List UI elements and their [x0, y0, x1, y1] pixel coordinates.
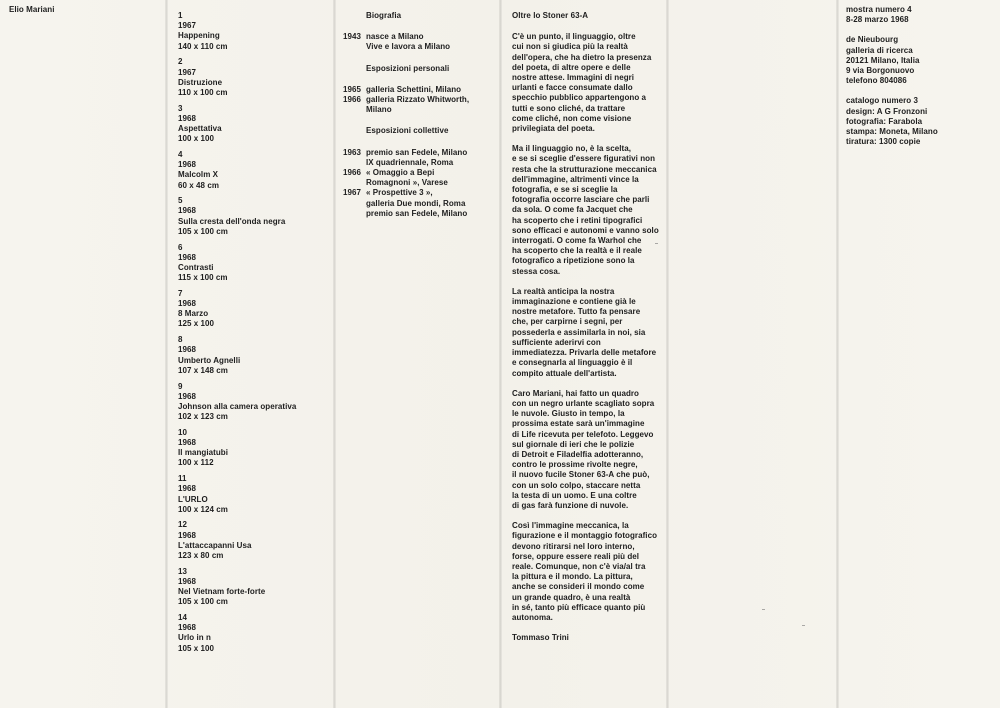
work-dimensions: 105 x 100 cm — [178, 226, 228, 236]
essay-line: C'è un punto, il linguaggio, oltre — [512, 32, 636, 42]
work-number: 8 — [178, 335, 183, 345]
work-dimensions: 100 x 124 cm — [178, 504, 228, 514]
work-year: 1968 — [178, 345, 196, 355]
info-line: galleria di ricerca — [846, 45, 913, 55]
bio-text: Vive e lavora a Milano — [366, 42, 451, 52]
work-title: L'attaccapanni Usa — [178, 540, 252, 550]
works-list — [178, 11, 328, 659]
work-title: Umberto Agnelli — [178, 355, 241, 365]
bio-row — [343, 168, 483, 178]
work-number: 13 — [178, 566, 187, 576]
bio-text: premio san Fedele, Milano — [366, 147, 468, 157]
essay-line: la pittura e il mondo. La pittura, — [512, 572, 633, 582]
fold-line — [836, 0, 839, 708]
work-item — [178, 474, 328, 515]
work-title: Johnson alla camera operativa — [178, 401, 297, 411]
essay-line: figurazione e il montaggio fotografico — [512, 531, 658, 541]
bio-row — [343, 95, 483, 105]
essay-line: autonoma. — [512, 612, 553, 622]
bio-text: IX quadriennale, Roma — [366, 157, 454, 167]
fold-line — [165, 0, 168, 708]
work-dimensions: 123 x 80 cm — [178, 551, 224, 561]
essay-line: urlanti e facce consumate dallo — [512, 83, 633, 93]
essay-line: di Life ricevuta per telefoto. Leggevo — [512, 429, 654, 439]
fold-line — [499, 0, 502, 708]
essay-paragraph — [512, 144, 662, 277]
bio-year: 1967 — [343, 188, 361, 198]
info-line: de Nieubourg — [846, 35, 899, 45]
essay-column — [512, 11, 662, 643]
work-item — [178, 567, 328, 608]
bio-row — [343, 148, 483, 158]
show-info — [846, 5, 996, 25]
essay-line: che, per carpirne i segni, per — [512, 317, 623, 327]
essay-line: fotografico a ripetizione sono la — [512, 256, 635, 266]
paper-speck — [802, 625, 805, 626]
work-item — [178, 11, 328, 52]
work-item — [178, 428, 328, 469]
bio-text: nasce a Milano — [366, 32, 424, 42]
essay-line: anche se consideri il mondo come — [512, 582, 645, 592]
bio-row — [343, 178, 483, 188]
essay-line: privilegiata del poeta. — [512, 124, 595, 134]
work-dimensions: 100 x 112 — [178, 458, 214, 468]
essay-line: con un solo colpo, staccare netta — [512, 480, 641, 490]
work-dimensions: 107 x 148 cm — [178, 365, 228, 375]
bio-year — [343, 178, 366, 188]
essay-line: di gas farà funzione di nuvole. — [512, 500, 629, 510]
bio-text: « Prospettive 3 », — [366, 188, 433, 198]
essay-line: prossima estate sarà un'immagine — [512, 419, 645, 429]
work-dimensions: 105 x 100 — [178, 643, 215, 653]
fold-line — [333, 0, 336, 708]
work-dimensions: 102 x 123 cm — [178, 412, 228, 422]
biography-heading: Biografia — [366, 11, 402, 20]
work-item — [178, 150, 328, 191]
work-item — [178, 335, 328, 376]
essay-line: sono efficaci e autonomi e vanno solo — [512, 225, 659, 235]
info-line: telefono 804086 — [846, 76, 907, 86]
essay-line: dell'immagine, altrimenti vince la — [512, 174, 639, 184]
work-item — [178, 104, 328, 145]
essay-line: ha scoperto che i retini tipografici — [512, 215, 643, 225]
work-number: 12 — [178, 520, 187, 530]
work-dimensions: 105 x 100 cm — [178, 597, 228, 607]
work-year: 1968 — [178, 299, 196, 309]
bio-year: 1966 — [343, 168, 361, 178]
info-line: design: A G Fronzoni — [846, 106, 928, 116]
essay-line: da sola. O come fa Jacquet che — [512, 205, 633, 215]
essay-line: nostre metafore. Tutto fa pensare — [512, 307, 641, 317]
work-dimensions: 115 x 100 cm — [178, 273, 228, 283]
bio-year: 1963 — [343, 147, 361, 157]
essay-line: cui non si giudica più la realtà — [512, 42, 628, 52]
essay-line: contro le prossime rivolte negre, — [512, 460, 638, 470]
bio-year: 1965 — [343, 84, 361, 94]
essay-line: come cliché, non come visione — [512, 113, 632, 123]
essay-body — [512, 32, 662, 623]
essay-line: Così l'immagine meccanica, la — [512, 521, 629, 531]
essay-line: stessa cosa. — [512, 266, 561, 276]
work-title: Malcolm X — [178, 170, 219, 180]
work-year: 1968 — [178, 438, 196, 448]
bio-year — [343, 105, 366, 115]
bio-row — [343, 42, 483, 52]
work-title: Happening — [178, 31, 220, 41]
essay-line: immaginazione e contiene già le — [512, 297, 636, 307]
bio-row — [343, 199, 483, 209]
bio-text: galleria Schettini, Milano — [366, 84, 462, 94]
info-line: catalogo numero 3 — [846, 96, 918, 106]
bio-text: Romagnoni », Varese — [366, 178, 448, 188]
work-title: Distruzione — [178, 77, 223, 87]
essay-line: resta che la strutturazione meccanica — [512, 164, 657, 174]
essay-line: forse, oppure essere reali più del — [512, 551, 640, 561]
work-item — [178, 57, 328, 98]
essay-paragraph — [512, 521, 662, 623]
bio-year: 1966 — [343, 95, 361, 105]
essay-line: immediatezza. Privarla delle metafore — [512, 348, 657, 358]
essay-line: le nuvole. Giusto in tempo, la — [512, 409, 625, 419]
essay-line: di Detroit e Filadelfia adotteranno, — [512, 449, 644, 459]
bio-year — [343, 158, 366, 168]
essay-line: un grande quadro, è una realtà — [512, 592, 631, 602]
essay-line: devono ritirarsi nel loro interno, — [512, 541, 635, 551]
work-year: 1967 — [178, 67, 196, 77]
work-number: 11 — [178, 474, 187, 484]
essay-line: e consegnarla al linguaggio è il — [512, 358, 633, 368]
work-title: Nel Vietnam forte-forte — [178, 587, 266, 597]
essay-line: del poeta, di altre opere e delle — [512, 62, 631, 72]
work-year: 1968 — [178, 252, 196, 262]
essay-line: in sé, tanto più efficace quanto più — [512, 602, 646, 612]
fold-line — [666, 0, 669, 708]
info-line: 20121 Milano, Italia — [846, 55, 920, 65]
info-line: mostra numero 4 — [846, 5, 912, 14]
essay-line: specchio pubblico appartengono a — [512, 93, 647, 103]
work-title: Aspettativa — [178, 124, 222, 134]
info-line: 8-28 marzo 1968 — [846, 15, 909, 25]
work-year: 1968 — [178, 484, 196, 494]
essay-line: nostre attese. Immagini di negri — [512, 73, 635, 83]
work-dimensions: 100 x 100 — [178, 134, 215, 144]
info-column — [846, 5, 996, 157]
work-item — [178, 382, 328, 423]
work-year: 1968 — [178, 113, 196, 123]
work-dimensions: 110 x 100 cm — [178, 87, 228, 97]
work-dimensions: 140 x 110 cm — [178, 41, 228, 51]
work-dimensions: 60 x 48 cm — [178, 180, 219, 190]
essay-title: Oltre lo Stoner 63-A — [512, 11, 589, 20]
artist-name: Elio Mariani — [9, 5, 55, 14]
essay-line: Caro Mariani, hai fatto un quadro — [512, 388, 639, 398]
personal-exhibitions-heading: Esposizioni personali — [366, 63, 450, 73]
bio-row — [343, 158, 483, 168]
collective-exhibitions-heading: Esposizioni collettive — [366, 126, 449, 136]
bio-row — [343, 32, 483, 42]
essay-line: tutti e sono cliché, da trattare — [512, 103, 626, 113]
bio-year — [343, 199, 366, 209]
essay-line: sul giornale di ieri che le polizie — [512, 439, 635, 449]
essay-paragraph — [512, 287, 662, 379]
work-title: L'URLO — [178, 494, 208, 504]
paper-speck — [762, 609, 765, 610]
work-number: 10 — [178, 427, 187, 437]
work-number: 3 — [178, 103, 183, 113]
info-line: tiratura: 1300 copie — [846, 137, 921, 147]
birth-list — [343, 32, 483, 52]
work-title: Il mangiatubi — [178, 448, 228, 458]
work-number: 5 — [178, 196, 183, 206]
work-year: 1968 — [178, 576, 196, 586]
essay-line: con un negro urlante scagliato sopra — [512, 398, 655, 408]
bio-text: galleria Rizzato Whitworth, — [366, 95, 470, 105]
work-year: 1968 — [178, 206, 196, 216]
essay-paragraph — [512, 389, 662, 511]
info-line: stampa: Moneta, Milano — [846, 127, 938, 137]
essay-line: interrogati. O come fa Warhol che — [512, 236, 642, 246]
essay-line: compito attuale dell'artista. — [512, 368, 617, 378]
biography-column — [343, 11, 483, 219]
essay-line: Ma il linguaggio no, è la scelta, — [512, 144, 632, 154]
essay-paragraph — [512, 32, 662, 134]
gallery-info — [846, 35, 996, 86]
bio-year: 1943 — [343, 32, 361, 42]
essay-line: sufficiente aderirvi con — [512, 337, 601, 347]
essay-line: la testa di un uomo. E una coltre — [512, 490, 637, 500]
essay-line: reale. Comunque, non c'è via/al tra — [512, 561, 646, 571]
work-title: Urlo in n — [178, 633, 211, 643]
work-item — [178, 613, 328, 654]
bio-row — [343, 85, 483, 95]
bio-year — [343, 42, 366, 52]
essay-line: La realtà anticipa la nostra — [512, 286, 615, 296]
work-number: 9 — [178, 381, 183, 391]
bio-text: « Omaggio a Bepi — [366, 168, 435, 178]
bio-text: premio san Fedele, Milano — [366, 208, 468, 218]
work-number: 4 — [178, 149, 183, 159]
essay-author: Tommaso Trini — [512, 633, 569, 643]
bio-row — [343, 188, 483, 198]
bio-year — [343, 209, 366, 219]
essay-line: il nuovo fucile Stoner 63-A che può, — [512, 470, 650, 480]
essay-line: e se si sceglie d'essere figurativi non — [512, 154, 656, 164]
personal-exhibitions-list — [343, 85, 483, 116]
essay-line: dell'opera, che ha dietro la presenza — [512, 52, 652, 62]
work-year: 1968 — [178, 530, 196, 540]
work-title: 8 Marzo — [178, 309, 209, 319]
work-number: 1 — [178, 11, 183, 20]
work-item — [178, 196, 328, 237]
work-year: 1968 — [178, 391, 196, 401]
bio-text: Milano — [366, 105, 392, 115]
work-year: 1968 — [178, 160, 196, 170]
work-dimensions: 125 x 100 — [178, 319, 215, 329]
work-number: 2 — [178, 57, 183, 67]
bio-row — [343, 105, 483, 115]
work-number: 7 — [178, 288, 183, 298]
bio-row — [343, 209, 483, 219]
work-title: Contrasti — [178, 262, 214, 272]
collective-exhibitions-list — [343, 148, 483, 219]
essay-line: ha scoperto che la realtà e il reale — [512, 246, 642, 256]
work-title: Sulla cresta dell'onda negra — [178, 216, 286, 226]
work-number: 14 — [178, 613, 187, 623]
essay-line: fotografia occorre lasciare che parli — [512, 195, 650, 205]
info-line: fotografia: Farabola — [846, 116, 923, 126]
bio-text: galleria Due mondi, Roma — [366, 198, 466, 208]
work-year: 1968 — [178, 623, 196, 633]
work-year: 1967 — [178, 21, 196, 31]
catalog-credits — [846, 96, 996, 147]
essay-line: possederla e assimilarla in noi, sia — [512, 327, 646, 337]
work-number: 6 — [178, 242, 183, 252]
work-item — [178, 289, 328, 330]
work-item — [178, 520, 328, 561]
work-item — [178, 243, 328, 284]
essay-line: fotografia, e se si sceglie la — [512, 185, 618, 195]
info-line: 9 via Borgonuovo — [846, 66, 915, 76]
